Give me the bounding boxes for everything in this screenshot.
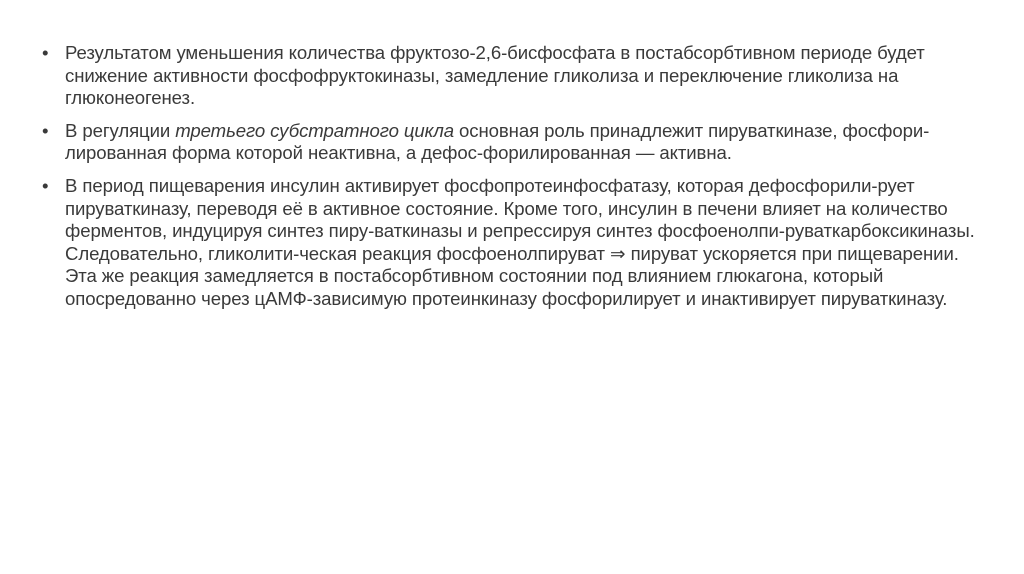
bullet-marker: • [42,119,49,141]
bullet-text: Результатом уменьшения количества фруктозо-2,6-бисфосфата в постабсорбтивном периоде будет снижение активности фосфофруктокиназы, замедление гликолиза и переключение гликолиза на глюконеогенез. [65,42,925,109]
bullet-marker: • [42,174,49,196]
bullet-list [40,42,990,321]
list-item [40,175,990,311]
list-item [40,42,990,110]
bullet-text-before: В регуляции [65,119,176,141]
list-item [40,120,990,165]
bullet-marker: • [42,42,49,63]
bullet-text-after: основная роль принадлежит пируваткиназе, фосфори-лированная форма которой неактивна, а дефос-форилированная — активна. [65,119,930,164]
bullet-text: В период пищеварения инсулин активирует фосфопротеинфосфатазу, которая дефосфорили-рует пируваткиназу, переводя её в активное состояние. Кроме того, инсулин в печени влияет на количество ферментов, индуцируя синтез пиру-ваткиназы и репрессируя синтез фосфоенолпи-руваткарбоксикиназы. Следовательно, гликолити-ческая реакция фосфоенолпируват ⇒ пируват ускоряется при пищеварении. Эта же реакция замедляется в постабсорбтивном состоянии под влиянием глюкагона, который опосредованно через цАМФ-зависимую протеинкиназу фосфорилирует и инактивирует пируваткиназу. [65,174,975,309]
bullet-text-emphasis: третьего субстратного цикла [175,119,454,141]
